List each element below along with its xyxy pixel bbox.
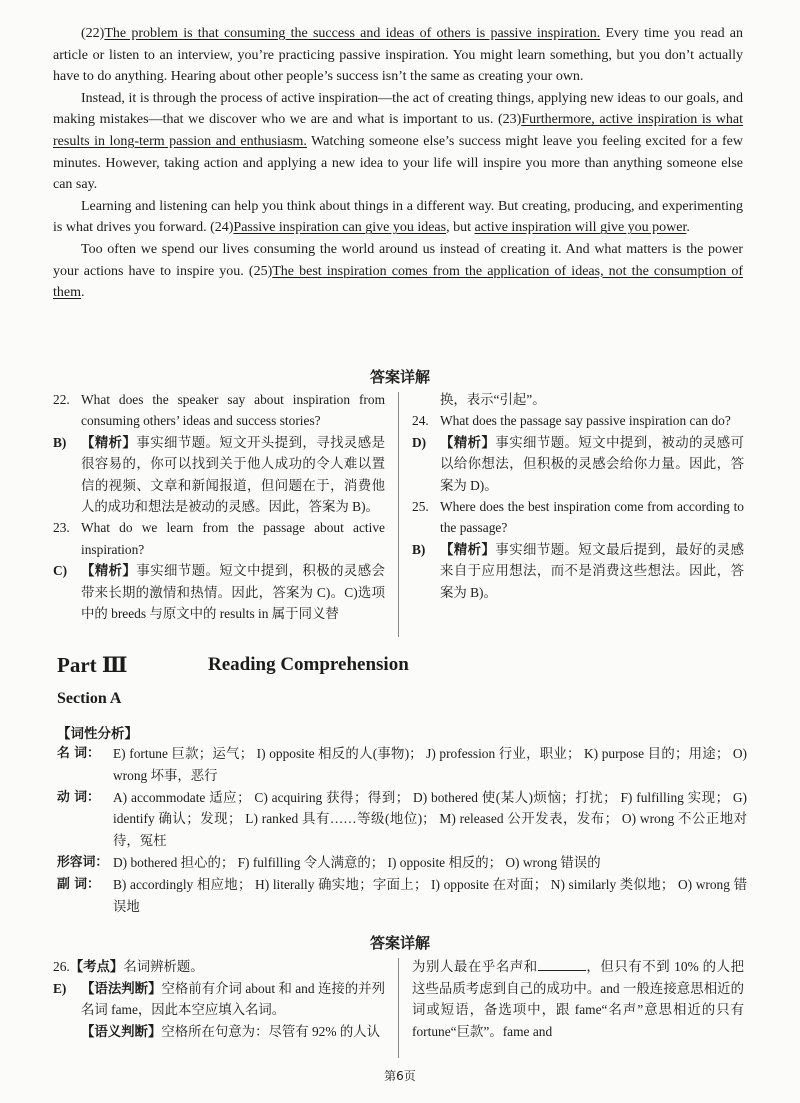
question-24 (412, 410, 744, 431)
question-marker-22: (22) (81, 26, 105, 41)
underlined-sentence-23: Furthermore, active inspiration is what results in long-term passion and enthusiasm. (53, 112, 743, 149)
analysis-tag: 【精析】 (440, 434, 496, 450)
answers-right-column (412, 389, 744, 603)
word-class-analysis-title: 【词性分析】 (57, 726, 138, 742)
paragraph-text: . (81, 285, 85, 301)
paragraph-text: Instead, it is through the process of active inspiration—the act of creating things, applying new ideas to our goals, and making mistakes—that we discover who we are and what is important to us. (23) (53, 90, 743, 128)
question-text: What does the passage say passive inspiration can do? (440, 413, 731, 429)
question-number: 25. (412, 499, 429, 515)
word-class-list (57, 743, 747, 917)
analysis-text: 事实细节题。短文中提到，被动的灵感可以给你想法，但积极的灵感会给你力量。因此，答案为 D)。 (440, 434, 745, 493)
section-heading: Section A (57, 690, 122, 707)
word-class-label: 名 词： (57, 746, 100, 761)
question-text: What do we learn from the passage about active inspiration? (81, 520, 385, 557)
underlined-sentence-24b: active inspiration will give you power (474, 220, 687, 236)
answer-letter: E) (53, 980, 67, 996)
question-25 (412, 496, 744, 539)
column-divider (398, 392, 399, 637)
paragraph-text: Watching someone else’s success might leave you feeling excited for a few minutes. However, taking action and applying a new idea to your life will inspire you more than anything someone else can say. (53, 133, 743, 193)
passage-paragraph-1 (53, 23, 743, 88)
q26-left-column (53, 956, 385, 1042)
question-number: 26. (53, 959, 70, 974)
semantics-text: 空格所在句意为：尽管有 92% 的人认 (161, 1023, 381, 1039)
analysis-text: 事实细节题。短文中提到，积极的灵感会带来长期的激情和热情。因此，答案为 C)。C)选项中的 breeds 与原文中的 results in 属于同义替 (81, 563, 386, 622)
column-divider-2 (398, 958, 399, 1058)
answer-letter: C) (53, 563, 68, 579)
q26-header (53, 956, 385, 978)
paragraph-text: Learning and listening can help you think about things in a different way. But creating, producing, and experimenting is what drives you forward. (24) (53, 198, 743, 236)
answer-blank (538, 958, 586, 971)
paragraph-text: Every time you read an article or listen to an interview, you’re practicing passive inspiration. You might learn something, but you don’t actually have to do anything. Hearing about other people’s success isn’t the same as creating your own. (53, 26, 743, 85)
paragraph-text: . (686, 220, 690, 236)
semantics-continuation: ，但只有不到 10% 的人把这些品质考虑到自己的成功中。and 一般连接意思相近的词或短语，备选项中，跟 fame“名声”意思相近的只有 fortune“巨款”。fame and (412, 959, 744, 1039)
grammar-text: 空格前有介词 about 和 and 连接的并列名词 fame，因此本空应填入名词。 (81, 980, 385, 1018)
underlined-sentence-25: The best inspiration comes from the application of ideas, not the consumption of them (53, 263, 744, 301)
paragraph-text: Too often we spend our lives consuming the world around us instead of creating it. And what matters is the power your actions have to inspire you. (25) (53, 241, 743, 279)
semantics-continuation: 为别人最在乎名声和 (412, 959, 538, 974)
passage-paragraph-2 (53, 88, 743, 196)
question-number: 24. (412, 413, 429, 429)
question-22 (53, 389, 385, 432)
question-text: What does the speaker say about inspiration from consuming others’ ideas and success stories? (81, 392, 385, 429)
passage-paragraph-4 (53, 239, 743, 304)
analysis-text: 事实细节题。短文最后提到，最好的灵感来自于应用想法，而不是消费这些想法。因此，答案为 B)。 (440, 541, 745, 600)
word-class-label: 形容词： (57, 854, 109, 870)
answer-24 (412, 432, 744, 496)
answer-letter: B) (412, 541, 426, 557)
paragraph-text: , but (446, 220, 475, 236)
word-class-label: 动 词： (57, 789, 100, 805)
grammar-tag: 【语法判断】 (81, 980, 162, 996)
answer-23-continuation: 换，表示“引起”。 (440, 392, 546, 407)
q26-right-column (412, 956, 744, 1042)
answer-letter: B) (53, 434, 67, 450)
question-number: 22. (53, 392, 70, 407)
answers-heading-2: 答案详解 (369, 934, 430, 952)
kaodian-tag: 【考点】 (69, 959, 124, 974)
page-number: 第6页 (384, 1069, 416, 1083)
word-class-text: D) bothered 担心的； F) fulfilling 令人满意的； I) opposite 相反的； O) wrong 错误的 (113, 854, 601, 870)
word-class-text: E) fortune 巨款；运气； I) opposite 相反的人(事物)； J) profession 行业，职业； K) purpose 目的；用途； O) wrong 坏事，恶行 (113, 746, 747, 783)
analysis-tag: 【精析】 (440, 541, 496, 557)
answer-22 (53, 432, 385, 518)
underlined-sentence-22: The problem is that consuming the success and ideas of others is passive inspiration. (104, 26, 601, 41)
word-class-text: B) accordingly 相应地； H) literally 确实地；字面上； I) opposite 在对面； N) similarly 类似地； O) wrong 错误地 (113, 876, 747, 914)
answer-25 (412, 539, 744, 603)
kaodian-text: 名词辨析题。 (123, 959, 204, 974)
analysis-tag: 【精析】 (81, 434, 137, 450)
word-row-verb (57, 787, 747, 852)
q26-semantics (53, 1021, 385, 1043)
answer-23 (53, 560, 385, 624)
answer-letter: D) (412, 434, 427, 450)
question-number: 23. (53, 520, 70, 536)
question-text: Where does the best inspiration come from according to the passage? (440, 499, 744, 536)
part-title: Reading Comprehension (208, 654, 409, 675)
q26-grammar (53, 978, 385, 1021)
passage (53, 23, 743, 304)
word-class-label: 副 词： (57, 876, 100, 892)
word-row-noun (57, 743, 747, 787)
word-class-text: A) accommodate 适应； C) acquiring 获得；得到； D) bothered 使(某人)烦恼；打扰； F) fulfilling 实现； G) identify 确认；发现； L) ranked 具有……等级(地位)； M) released 公开发表，发布； O) wrong 不公正地对待，冤枉 (113, 789, 747, 849)
word-row-adverb (57, 874, 747, 918)
semantics-tag: 【语义判断】 (81, 1023, 162, 1039)
question-23 (53, 517, 385, 560)
analysis-tag: 【精析】 (81, 563, 137, 579)
word-row-adjective (57, 852, 747, 874)
answers-heading: 答案详解 (369, 368, 430, 386)
analysis-text: 事实细节题。短文开头提到，寻找灵感是很容易的，你可以找到关于他人成功的令人难以置信的视频、文章和新闻报道，但问题在于，消费他人的成功和想法是被动的灵感。因此，答案为 B)。 (81, 434, 386, 515)
answers-left-column (53, 389, 385, 624)
passage-paragraph-3 (53, 196, 743, 239)
underlined-sentence-24a: Passive inspiration can give you ideas (233, 220, 447, 236)
part-heading: Part Ⅲ (57, 653, 128, 677)
